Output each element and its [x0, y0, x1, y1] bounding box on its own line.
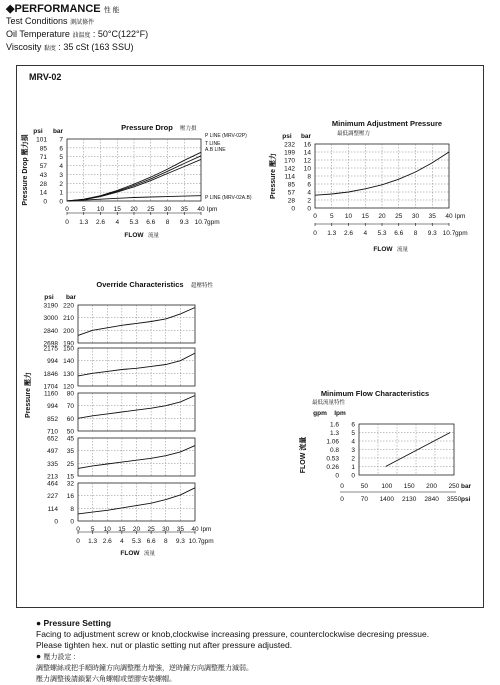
min-adjust-bar-tick: 14 [303, 149, 311, 157]
override-gpm-tick: 4 [120, 538, 124, 545]
override-panel-2-bar-tick: 50 [66, 428, 74, 436]
override-panel-1-psi-tick: 994 [47, 358, 58, 366]
min-flow-psi-tick: 0.8 [329, 447, 339, 454]
pressure-drop-lpm-tick: 25 [147, 206, 155, 213]
pressure-drop-ylabel: Pressure Drop 壓力損 [22, 134, 29, 206]
override-gpm-tick: 8 [163, 538, 168, 545]
override-panel-4-psi-tick: 0 [54, 518, 58, 526]
override-panel-3-psi-tick: 497 [47, 448, 58, 456]
footer-notes [36, 618, 486, 685]
test-conditions-cn: 測試條件 [70, 20, 95, 26]
override-xlabel-cn: 流量 [144, 551, 156, 557]
override-gpm-tick: 1.3 [88, 538, 98, 545]
override-panel-1-psi-tick: 1846 [43, 370, 58, 378]
pressure-drop-legend-0: P LINE (MRV-02P) [205, 133, 247, 139]
pressure-drop-bar-tick: 6 [59, 145, 63, 153]
min-adjust-psi-tick: 232 [284, 141, 295, 149]
min-flow-bar-tick: 3 [351, 447, 355, 454]
min-adjust-xlabel: FLOW [373, 246, 393, 253]
override-panel-3-bar-tick: 35 [66, 448, 74, 456]
min-adjust-lpm-tick: 40 [445, 213, 453, 220]
pressure-drop-lpm-tick: 35 [180, 206, 188, 213]
pressure-drop-bar-tick: 2 [59, 180, 63, 188]
pressure-drop-bar-tick: 4 [59, 163, 63, 171]
pressure-drop-lpm-tick: 10 [96, 206, 105, 213]
override-panel-0-bar-tick: 190 [63, 340, 74, 348]
min-adjust-lpm-tick: 25 [395, 213, 403, 220]
min-adjust-bar-tick: 8 [307, 173, 311, 181]
pressure-drop-unit1: lpm [207, 206, 218, 213]
bullet-icon-2: ● [36, 651, 44, 661]
override-panel-4-psi-tick: 227 [47, 493, 58, 501]
override-panel-4-psi-tick: 464 [47, 480, 58, 488]
override-panel-3-psi-tick: 213 [47, 473, 58, 481]
min-adjust-gpm-tick: 0 [313, 230, 317, 237]
override-lpm-tick: 30 [162, 526, 170, 533]
min-adjust-gpm-tick: 1.3 [327, 230, 337, 237]
override-gpm-tick: 9.3 [175, 538, 185, 545]
override-unit2: gpm [201, 538, 214, 545]
min-adjust-unit2: gpm [455, 230, 468, 237]
override-panel-2-bar-tick: 80 [66, 390, 74, 398]
override-panel-3-psi-tick: 652 [47, 435, 58, 443]
min-flow-psi-tick: 1400 [379, 496, 395, 503]
pressure-drop-lpm-tick: 0 [65, 206, 69, 213]
min-flow-psi-tick: 3550 [446, 496, 462, 503]
override-lpm-tick: 5 [90, 526, 95, 533]
override-panel-0-bar-tick: 220 [63, 302, 74, 310]
override-panel-1-bar-tick: 120 [63, 383, 74, 391]
pressure-drop-psi-tick: 101 [36, 136, 47, 144]
footer-text-2: Please tighten hex. nut or plastic setting nut after pressure adjusted. [36, 640, 293, 650]
pressure-drop-xlabel-cn: 流量 [148, 233, 160, 239]
override-panel-2-bar-tick: 70 [66, 403, 74, 411]
diamond-icon: ◆ [6, 3, 15, 15]
min-flow-psi-tick: 1.06 [326, 438, 339, 446]
override-psi-unit: psi [44, 294, 54, 301]
pressure-drop-psi-tick: 0 [43, 198, 47, 206]
pressure-drop-legend-1: T LINE [205, 141, 221, 147]
min-flow-psi-tick: 70 [360, 496, 369, 503]
min-adjust-lpm-tick: 0 [313, 213, 317, 220]
pressure-drop-lpm-tick: 30 [163, 206, 172, 213]
min-flow-bar-tick: 0 [340, 483, 344, 490]
pressure-drop-lpm-tick: 20 [130, 206, 138, 213]
pressure-drop-gpm-tick: 9.3 [179, 219, 189, 226]
test-conditions-label: Test Conditions [6, 16, 68, 26]
bullet-icon: ● [36, 618, 44, 628]
min-flow-psi-tick: 0.26 [326, 464, 339, 471]
min-adjust-psi-tick: 142 [284, 165, 295, 173]
min-adjust-ylabel: Pressure 壓力 [270, 153, 277, 199]
override-panel-4-bar-tick: 32 [66, 480, 74, 488]
pressure-drop-gpm-tick: 2.6 [95, 219, 106, 226]
override-panel-3-psi-tick: 335 [47, 460, 58, 468]
header-title: PERFORMANCE [14, 3, 101, 15]
override-panel-4-psi-tick: 114 [47, 505, 58, 513]
override-gpm-tick: 2.6 [102, 538, 112, 545]
pressure-drop-psi-tick: 57 [39, 163, 47, 171]
oil-temp-label: Oil Temperature [6, 29, 70, 39]
override-panel-0-psi-tick: 3000 [43, 315, 58, 323]
min-flow-unit1: bar [461, 483, 472, 490]
override-panel-1-psi-tick: 1704 [43, 383, 58, 391]
override-gpm-tick: 0 [76, 538, 80, 545]
min-adjust-unit1: lpm [455, 213, 466, 220]
footer-heading: Pressure Setting [43, 618, 112, 628]
pressure-drop-legend-3: P LINE (MRV-02A.B) [205, 195, 252, 201]
override-panel-0-psi-tick: 2840 [43, 327, 58, 335]
footer-cn-1: 調整螺絲或把手順時鐘方向調整壓力增強，逆時鐘方向調整壓力減弱。 [36, 665, 253, 672]
min-adjust-bar-tick: 16 [303, 141, 311, 149]
override-panel-1-bar-tick: 150 [63, 345, 74, 353]
min-flow-psi-tick: 1.3 [329, 430, 339, 437]
footer-text-1: Facing to adjustment screw or knob,clockwise increasing pressure, counterclockwise decresing pressue. [36, 629, 430, 639]
override-lpm-tick: 10 [103, 526, 111, 533]
pressure-drop-bar-tick: 7 [59, 136, 63, 144]
min-flow-ylabel: FLOW 流量 [300, 436, 307, 474]
pressure-drop-lpm-tick: 5 [81, 206, 86, 213]
min-adjust-bar-tick: 12 [303, 157, 311, 165]
viscosity-cn: 黏度 [43, 46, 56, 52]
min-adjust-lpm-tick: 10 [344, 213, 353, 220]
pressure-drop-gpm-tick: 0 [65, 219, 69, 226]
override-panel-2-psi-tick: 852 [47, 415, 58, 423]
min-flow-bar-tick: 6 [351, 421, 355, 429]
override-lpm-tick: 40 [191, 526, 199, 533]
min-adjust-gpm-tick: 9.3 [427, 230, 437, 237]
override-panel-4-bar-tick: 16 [66, 493, 74, 501]
override-panel-2-psi-tick: 710 [47, 428, 58, 436]
min-adjust-psi-tick: 57 [287, 189, 295, 197]
pressure-drop-bar-tick: 0 [59, 198, 63, 206]
pressure-drop-psi-tick: 71 [39, 154, 47, 162]
override-panel-0-bar-tick: 210 [63, 315, 74, 323]
override-panel-2-bar-tick: 60 [66, 415, 74, 423]
min-adjust-title-cn: 最低調整壓力 [337, 131, 371, 137]
min-adjust-psi-tick: 85 [287, 181, 295, 189]
min-flow-frame [359, 424, 454, 475]
min-adjust-gpm-tick: 8 [413, 230, 418, 237]
pressure-drop-psi-tick: 43 [39, 171, 47, 179]
min-adjust-psi-unit: psi [282, 133, 292, 140]
min-flow-title-cn: 最低流量特性 [312, 400, 346, 406]
pressure-drop-gpm-tick: 1.3 [79, 219, 89, 226]
min-adjust-series-0 [315, 152, 449, 195]
min-adjust-xlabel-cn: 流量 [397, 247, 409, 253]
min-flow-lpm-unit: lpm [334, 410, 346, 417]
min-adjust-gpm-tick: 6.6 [394, 230, 404, 237]
pressure-drop-title-cn: 壓力損 [180, 126, 197, 132]
override-gpm-tick: 6.6 [146, 538, 156, 545]
override-panel-2-psi-tick: 1160 [44, 390, 58, 398]
min-adjust-title: Minimum Adjustment Pressure [331, 119, 443, 128]
min-flow-bar-tick: 200 [426, 483, 438, 490]
override-gpm-tick: 10.7 [188, 538, 202, 545]
min-adjust-lpm-tick: 30 [411, 213, 420, 220]
pressure-drop-gpm-tick: 10.7 [194, 219, 208, 226]
override-lpm-tick: 35 [176, 526, 184, 533]
pressure-drop-unit2: gpm [207, 219, 220, 226]
override-lpm-tick: 0 [76, 526, 80, 533]
min-flow-title: Minimum Flow Characteristics [320, 389, 430, 398]
override-gpm-tick: 5.3 [131, 538, 142, 545]
override-panel-4-bar-tick: 8 [70, 505, 74, 513]
pressure-drop-gpm-tick: 4 [115, 219, 120, 226]
min-adjust-lpm-tick: 35 [428, 213, 436, 220]
min-flow-bar-tick: 150 [403, 483, 415, 490]
min-flow-unit2: psi [461, 496, 471, 503]
min-flow-psi-tick: 0 [335, 472, 339, 480]
override-panel-0-psi-tick: 2698 [43, 340, 58, 348]
pressure-drop-psi-unit: psi [33, 128, 43, 135]
pressure-drop-bar-tick: 5 [59, 154, 63, 162]
pressure-drop-bar-unit: bar [52, 128, 64, 135]
min-adjust-psi-tick: 170 [284, 157, 295, 165]
min-adjust-psi-tick: 199 [284, 149, 295, 157]
pressure-drop-legend-2: A.B LINE [205, 147, 226, 153]
override-title: Override Characteristics [96, 280, 184, 289]
min-flow-psi-tick: 1.6 [329, 421, 339, 429]
override-series-4 [78, 488, 195, 514]
pressure-drop-psi-tick: 85 [39, 145, 47, 153]
override-panel-1-psi-tick: 2175 [43, 345, 58, 353]
pressure-drop-gpm-tick: 6.6 [146, 219, 156, 226]
min-adjust-bar-tick: 4 [307, 189, 311, 197]
min-adjust-psi-tick: 0 [291, 205, 295, 213]
min-flow-gpm-unit: gpm [313, 410, 327, 417]
panel-label: MRV-02 [29, 72, 62, 82]
min-flow-bar-tick: 2 [351, 455, 355, 463]
pressure-drop-psi-tick: 28 [39, 180, 47, 188]
min-flow-bar-tick: 100 [381, 483, 393, 490]
pressure-drop-lpm-tick: 15 [113, 206, 121, 213]
min-flow-bar-tick: 50 [360, 483, 369, 490]
override-panel-1-bar-tick: 140 [63, 358, 74, 366]
min-adjust-lpm-tick: 20 [378, 213, 386, 220]
override-panel-0-bar-tick: 200 [63, 327, 74, 335]
pressure-drop-gpm-tick: 5.3 [129, 219, 139, 226]
min-flow-psi-tick: 2840 [424, 496, 439, 503]
override-lpm-tick: 15 [118, 526, 126, 533]
override-panel-4-bar-tick: 0 [70, 518, 74, 526]
override-panel-3-bar-tick: 45 [66, 435, 74, 443]
min-flow-psi-tick: 0 [340, 496, 344, 503]
override-panel-3-bar-tick: 15 [66, 473, 74, 481]
pressure-drop-bar-tick: 3 [59, 171, 63, 179]
pressure-drop-bar-tick: 1 [59, 189, 63, 197]
pressure-drop-lpm-tick: 40 [197, 206, 205, 213]
min-adjust-gpm-tick: 2.6 [343, 230, 354, 237]
min-flow-psi-tick: 0.53 [326, 455, 339, 463]
min-adjust-bar-tick: 6 [307, 181, 311, 189]
min-flow-bar-tick: 4 [351, 438, 355, 446]
override-panel-2-psi-tick: 994 [47, 403, 58, 411]
min-adjust-psi-tick: 114 [284, 173, 295, 181]
min-adjust-gpm-tick: 5.3 [377, 230, 387, 237]
min-adjust-bar-tick: 2 [307, 197, 311, 205]
override-xlabel: FLOW [120, 550, 140, 557]
pressure-drop-psi-tick: 14 [39, 189, 47, 197]
override-lpm-tick: 20 [132, 526, 141, 533]
oil-temp-cn: 油溫度 [72, 33, 91, 39]
override-title-cn: 超壓特性 [191, 283, 214, 289]
min-flow-psi-tick: 2130 [401, 496, 417, 503]
override-lpm-tick: 25 [147, 526, 155, 533]
footer-cn-2: 壓力調整後請鎖緊六角螺帽或塑膠安裝螺帽。 [36, 676, 176, 683]
min-adjust-bar-tick: 0 [307, 205, 311, 213]
override-panel-0-psi-tick: 3190 [43, 302, 58, 310]
footer-heading-cn: 壓力設定 : [43, 654, 76, 661]
pressure-drop-xlabel: FLOW [124, 232, 144, 239]
override-bar-unit: bar [65, 294, 77, 301]
min-adjust-gpm-tick: 4 [363, 230, 368, 237]
pressure-drop-gpm-tick: 8 [165, 219, 170, 226]
viscosity-value: : 35 cSt (163 SSU) [58, 42, 134, 52]
override-unit1: lpm [201, 526, 212, 533]
min-flow-bar-tick: 250 [448, 483, 460, 490]
min-adjust-bar-tick: 10 [303, 165, 311, 173]
viscosity-label: Viscosity [6, 42, 42, 52]
header-title-cn: 性 能 [103, 7, 120, 14]
min-flow-bar-tick: 0 [351, 472, 355, 480]
min-adjust-bar-unit: bar [300, 133, 312, 140]
min-adjust-lpm-tick: 15 [361, 213, 369, 220]
min-adjust-psi-tick: 28 [287, 197, 295, 205]
override-panel-3-bar-tick: 25 [66, 460, 74, 468]
pressure-drop-title: Pressure Drop [121, 123, 173, 132]
min-adjust-gpm-tick: 10.7 [442, 230, 456, 237]
min-flow-bar-tick: 1 [351, 464, 355, 471]
override-ylabel: Pressure 壓力 [25, 372, 32, 418]
min-adjust-lpm-tick: 5 [329, 213, 334, 220]
override-panel-1-bar-tick: 130 [63, 370, 74, 378]
min-flow-bar-tick: 5 [351, 430, 355, 437]
oil-temp-value: : 50°C(122°F) [92, 29, 149, 39]
